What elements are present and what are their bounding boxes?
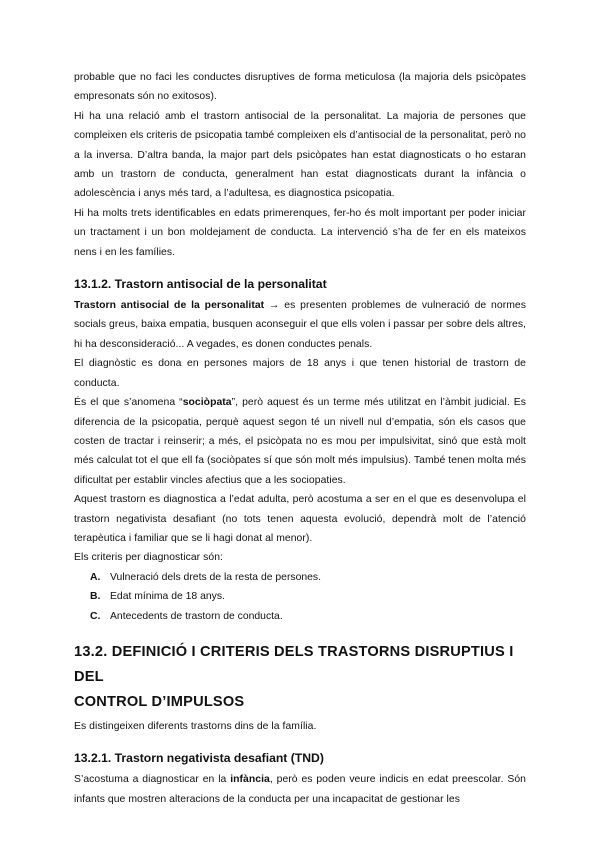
- section-heading-13-2-line-2: CONTROL D’IMPULSOS: [74, 693, 245, 710]
- section-heading-13-1-2: 13.1.2. Trastorn antisocial de la personalitat: [74, 277, 327, 292]
- section-heading-13-2-1: 13.2.1. Trastorn negativista desafiant (TND): [74, 751, 324, 766]
- tnd-text-b: , però es poden veure indicis en edat preescolar. Són infants que mostren alteracions de la conducta per una incapacitat de gestionar les: [74, 774, 526, 805]
- criteria-item: [74, 587, 526, 606]
- definition-paragraph: [74, 296, 526, 354]
- tnd-text-a: S’acostuma a diagnosticar en la: [74, 774, 231, 786]
- definition-term: Trastorn antisocial de la personalitat: [74, 300, 265, 312]
- criteria-label: A.: [90, 571, 101, 583]
- criteria-item: [74, 607, 526, 626]
- tnd-paragraph: [74, 770, 526, 809]
- document-page: [74, 68, 526, 809]
- criteria-text: Vulneració dels drets de la resta de persones.: [110, 571, 322, 583]
- section-heading-13-2-line-1: 13.2. DEFINICIÓ I CRITERIS DELS TRASTORNS DISRUPTIUS I DEL: [74, 643, 514, 685]
- sociopath-term: sociòpata: [182, 397, 232, 409]
- definition-text: → es presenten problemes de vulneració de normes socials greus, baixa empatia, busquen aconseguir el que ells volen i passar per sobre dels altres, hi ha desconsideració... A vegades, es donen conductes penals.: [74, 300, 526, 350]
- criteria-intro: Els criteris per diagnosticar són:: [74, 552, 223, 564]
- criteria-text: Edat mínima de 18 anys.: [110, 591, 225, 603]
- criteria-label: C.: [90, 610, 101, 622]
- criteria-item: [74, 568, 526, 587]
- intro-paragraph-1: probable que no faci les conductes disruptives de forma meticulosa (la majoria dels psicòpates empresonats són no exitosos).: [74, 72, 526, 103]
- sociopath-text-b: ”, però aquest és un terme més utilitzat en l’àmbit judicial. Es diferencia de la psicopatia, perquè aquest segon té un nivell nul d’empatia, són els casos que costen de tractar i reinserir; a més, el psicòpata no es mou per impulsivitat, sinó que està molt més calculat tot el que ell fa (sociòpates sí que són molt més impulsius). També tenen molta més dificultat per establir vincles afectius que a les sociopaties.: [74, 397, 526, 486]
- tnd-term: infància: [230, 774, 270, 786]
- section-13-2-paragraph: Es distingeixen diferents trastorns dins de la família.: [74, 720, 317, 732]
- intro-paragraph-3: Hi ha molts trets identificables en edats primerenques, fer-ho és molt important per poder iniciar un tractament i un bon moldejament de conducta. La intervenció s’ha de fer en els mateixos nens i en les famílies.: [74, 207, 526, 258]
- criteria-list: [74, 568, 526, 626]
- diagnosis-paragraph: El diagnòstic es dona en persones majors de 18 anys i que tenen historial de trastorn de conducta.: [74, 358, 526, 389]
- adult-diagnosis-paragraph: Aquest trastorn es diagnostica a l’edat adulta, però acostuma a ser en el que es desenvolupa el trastorn negativista desafiant (no tots tenen aquesta evolució, dependrà molt de l’atenció terapèutica i familiar que se li hagi donat al menor).: [74, 494, 526, 544]
- section-heading-13-2: [74, 640, 526, 715]
- criteria-label: B.: [90, 591, 101, 603]
- sociopath-paragraph: [74, 393, 526, 490]
- sociopath-text-a: És el que s’anomena “: [74, 397, 183, 409]
- criteria-text: Antecedents de trastorn de conducta.: [110, 610, 283, 622]
- intro-paragraph-2: Hi ha una relació amb el trastorn antisocial de la personalitat. La majoria de persones que compleixen els criteris de psicopatia també compleixen els d’antisocial de la personalitat, però no a la inversa. D’altra banda, la major part dels psicòpates han estat diagnosticats o ho estaran amb un trastorn de conducta, generalment han estat diagnosticats durant la infància o adolescència i anys més tard, a l’adultesa, es diagnostica psicopatia.: [74, 110, 526, 200]
